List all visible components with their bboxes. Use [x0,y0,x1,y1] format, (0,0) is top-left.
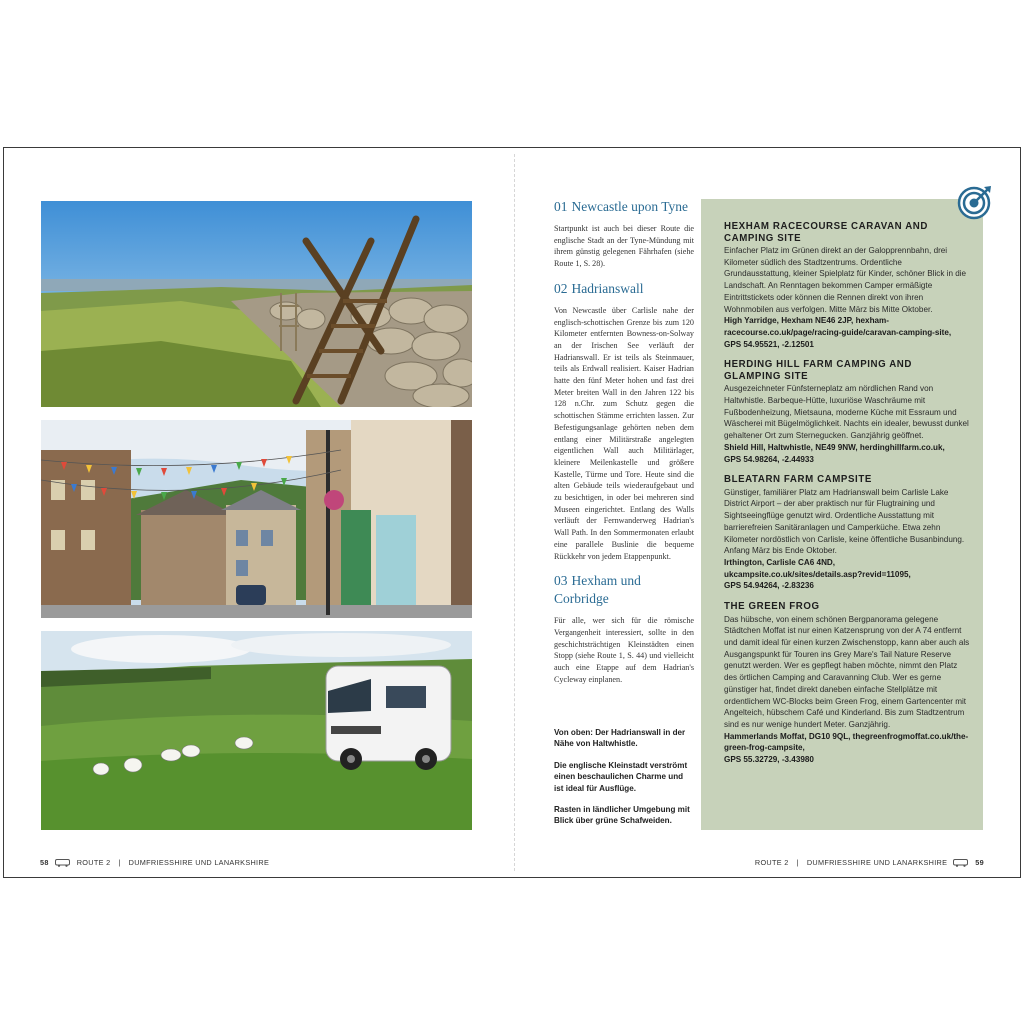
campsite-name: THE GREEN FROG [724,601,820,613]
campsite-entry [724,221,971,350]
target-icon [957,184,993,220]
section-title-text: Hexham und Corbridge [554,573,641,607]
section-03-body: Für alle, wer sich für die römische Vergangenheit interessiert, sollte in den geschichtsträchtigen Kleinstädten einen Stopp (siehe Route 1, S. 44) und vielleicht auch eine Etappe auf dem Hadrian's Cycleway einplanen. [554,616,694,684]
section-01-title [554,198,694,216]
footer-right [755,858,984,867]
section-number: 03 [554,573,568,589]
section-title-text: Newcastle upon Tyne [571,199,689,214]
footer-left [40,858,269,867]
book-spread [3,147,1021,878]
campsites-box [701,199,983,830]
campsite-name: BLEATARN FARM CAMPSITE [724,474,872,486]
caption: Die englische Kleinstadt verströmt einen beschaulichen Charme und ist ideal für Ausflüge. [554,760,688,793]
footer-separator: | [796,858,799,867]
footer-separator: | [118,858,121,867]
campsite-address: Hammerlands Moffat, DG10 9QL, thegreenfrogmoffat.co.uk/the-green-frog-campsite, [724,731,969,753]
campsite-entry [724,359,971,465]
campsite-address: Shield Hill, Haltwhistle, NE49 9NW, herdinghillfarm.co.uk, [724,442,945,452]
region-label: DUMFRIESSHIRE UND LANARKSHIRE [128,858,270,867]
campervan-icon [953,859,969,867]
page-gutter [514,154,515,871]
region-label: DUMFRIESSHIRE UND LANARKSHIRE [806,858,948,867]
campsite-address: Irthington, Carlisle CA6 4ND, ukcampsite.co.uk/sites/details.asp?revid=11095, [724,557,911,579]
section-number: 02 [554,280,568,296]
caption: Rasten in ländlicher Umgebung mit Blick über grüne Schafweiden. [554,805,690,826]
caption: Von oben: Der Hadrianswall in der Nähe von Haltwhistle. [554,728,686,749]
campsite-gps: GPS 54.98264, -2.44933 [724,454,814,464]
section-02-body: Von Newcastle über Carlisle nahe der englisch-schottischen Grenze bis zum 120 Kilometer entfernten Bowness-on-Solway an der Irischen See verläuft der Hadrianswall. Er ist teils als Steinmauer, teils als Erdwall realisiert. Kaiser Hadrian hatte den fünf Meter hohen und fast drei Meter breiten Wall in den Jahren 122 bis 128 n.Chr. zum Schutz gegen die schottischen Stämme errichten lassen. Zur Befestigungsanlage gehörten neben dem entlang einer Militärstraße angelegten eigentlichen Wall auch Militärlager, kleinere Meilenkastelle und größere Kastelle, Türme und Tore. Heute sind die alten Gebäude teils wiederaufgebaut und zu besichtigen, in oder bei mehreren sind Museen eingerichtet. Entlang des Walls verläuft der Fernwanderweg Hadrian's Wall Path. In den Sommermonaten erlaubt eine parallele Buslinie die bequeme Rückkehr von jedem Etappenpunkt. [554,305,694,561]
campsite-gps: GPS 54.95521, -2.12501 [724,339,814,349]
campsite-gps: GPS 55.32729, -3.43980 [724,755,814,765]
section-title-text: Hadrianswall [571,280,644,296]
photo-town-street [41,420,472,618]
section-number: 01 [554,199,568,214]
campsite-description: Günstiger, familiärer Platz am Hadrianswall beim Carlisle Lake District Airport – der aber praktisch nur für Flugtraining und Sightseeingflüge genutzt wird. Ordentliche Ausstattung mit barrierefreien Sanitäranlagen und Camperküche. Etwa zehn Kilometer nordöstlich von Carlisle, keine öffentliche Busanbindung. Anfang März bis Ende Oktober. [724,487,965,556]
route-label: ROUTE 2 [76,858,111,867]
campsite-description: Einfacher Platz im Grünen direkt an der Galopprennbahn, drei Kilometer südlich des Stadtzentrums. Ordentliche Grundausstattung, kleiner Spielplatz für Kinder, schöner Blick in die Landschaft. An Renntagen bekommen Camper ermäßigte Eintrittstickets oder können die Rennen direkt von ihren Wohnmobilen aus verfolgen. Mitte März bis Mitte Oktober. [724,246,967,314]
campsite-name: HERDING HILL FARM CAMPING AND GLAMPING SITE [724,359,913,382]
section-01-body: Startpunkt ist auch bei dieser Route die englische Stadt an der Tyne-Mündung mit ihrem günstig gelegenen Fährhafen (siehe Route 1, S. 28). [554,224,694,269]
photo-hadrians-wall [41,201,472,407]
campsite-entry [724,474,971,592]
campsite-gps: GPS 54.94264, -2.83236 [724,581,814,591]
campsite-description: Ausgezeichneter Fünfsterneplatz am nördlichen Rand von Haltwhistle. Barbeque-Hütte, luxuriöse Waschräume mit Fußbodenheizung, Mietsauna, moderne Küche mit Essraum und Wäscherei mit Bügelmöglichkeit. Nachts ein idealer, bewusst dunkel gehaltener Ort zum Sternegucken. Ganzjährig geöffnet. [724,384,969,441]
campsite-entry [724,601,971,766]
photo-campervan-sheep [41,631,472,830]
page-number: 59 [975,858,984,867]
section-03-title [554,572,694,608]
campsite-name: HEXHAM RACECOURSE CARAVAN AND CAMPING SITE [724,221,928,244]
campsite-address: High Yarridge, Hexham NE46 2JP, hexham-racecourse.co.uk/page/racing-guide/caravan-camping-site, [724,316,952,337]
page-number: 58 [40,858,49,867]
campsite-description: Das hübsche, von einem schönen Bergpanorama gelegene Städtchen Moffat ist nur einen Katzensprung von der A 74 entfernt und damit ideal für einen kurzen Zwischenstopp, kann aber auch als Ausgangspunkt für Touren ins Grey Mare's Tail Nature Reserve genutzt werden. Wer es gepflegt haben möchte, nimmt den Platz des örtlichen Camping and Caravanning Club. Wer es gerne günstiger hat, findet direkt daneben einfache Stellplätze mit ordentlichem WC-Blocks beim Green Frog, einem Gartencenter mit Angelteich, hübschem Café und Kinderland. Bis zum Stadtzentrum sind es nur wenige hundert Meter. Ganzjährig. [724,614,970,729]
route-label: ROUTE 2 [754,858,789,867]
photo-captions [554,727,694,837]
sections-column [554,198,694,696]
section-02-title [554,280,694,298]
campervan-icon [55,859,71,867]
